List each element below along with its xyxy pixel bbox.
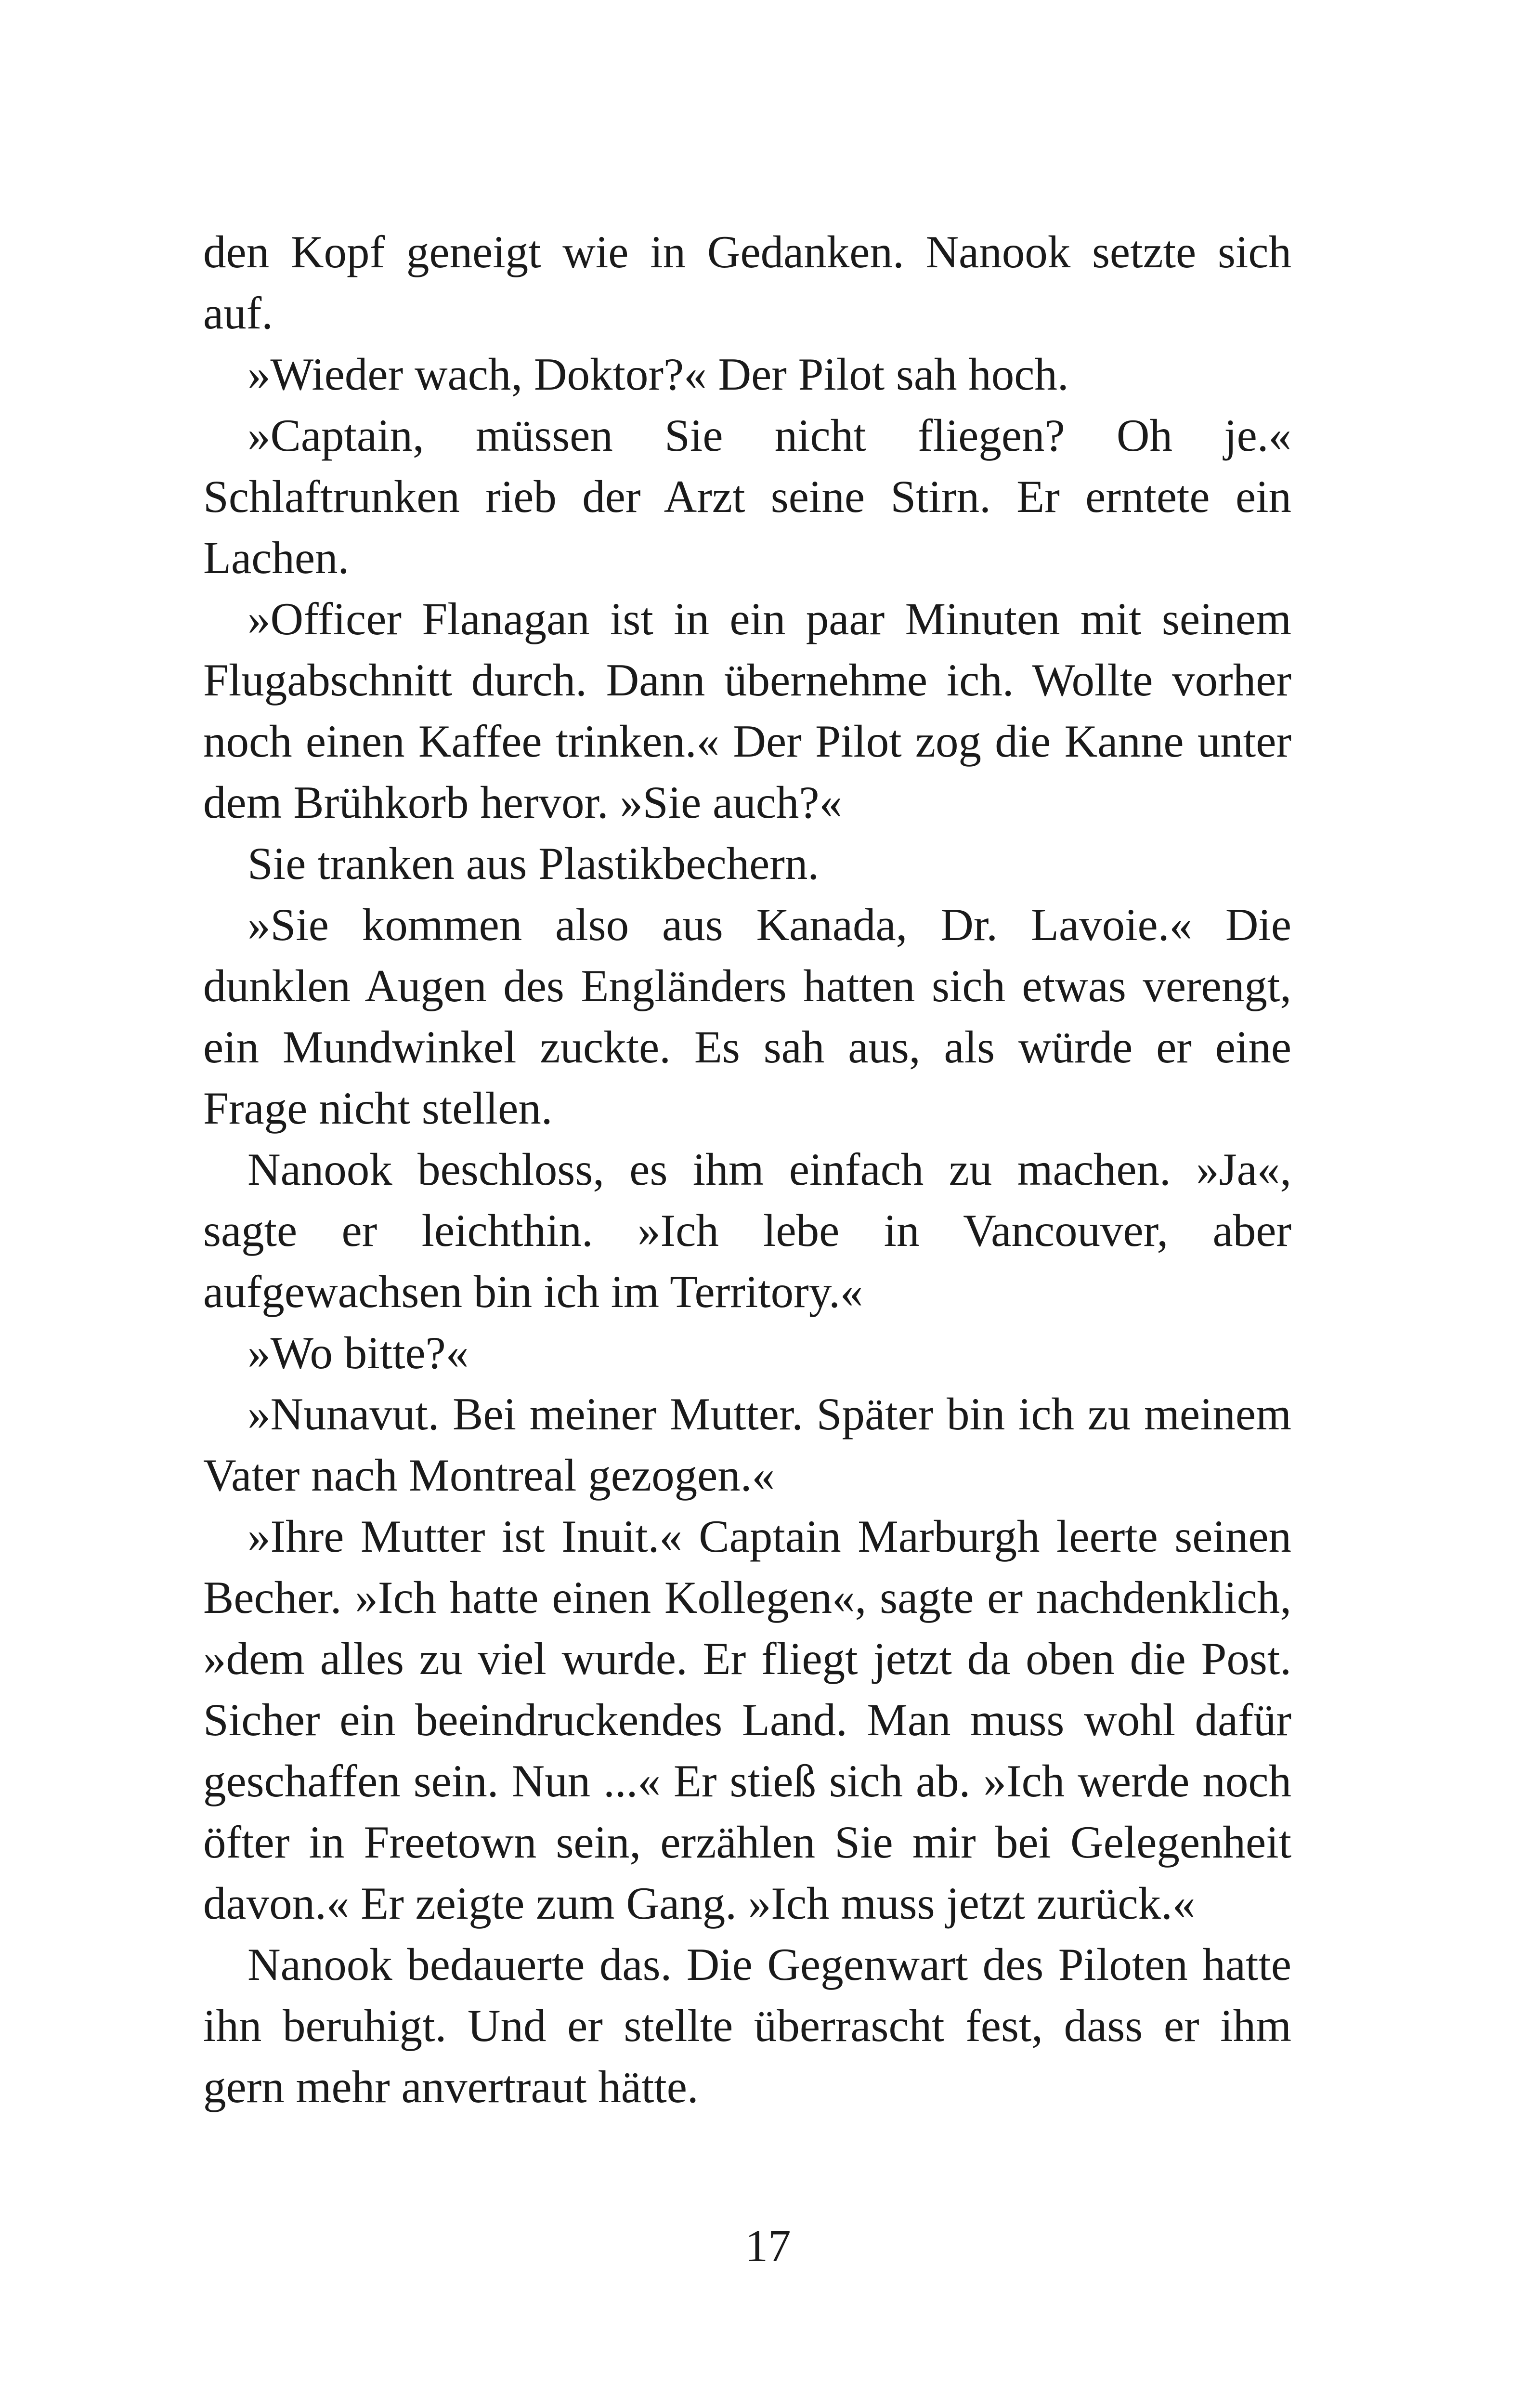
paragraph: Nanook beschloss, es ihm einfach zu machen. »Ja«, sagte er leichthin. »Ich lebe in Vancouver, aber aufgewachsen bin ich im Territory.« (203, 1144, 1291, 1317)
paragraph: »Nunavut. Bei meiner Mutter. Später bin ich zu meinem Vater nach Montreal gezogen.« (203, 1388, 1291, 1501)
paragraph: »Captain, müssen Sie nicht fliegen? Oh je.« Schlaftrunken rieb der Arzt seine Stirn. Er erntete ein Lachen. (203, 410, 1291, 583)
page-number: 17 (745, 2220, 791, 2271)
paragraph: Sie tranken aus Plastikbechern. (247, 838, 820, 889)
paragraph: Nanook bedauerte das. Die Gegenwart des Piloten hatte ihn beruhigt. Und er stellte überrascht fest, dass er ihm gern mehr anvertraut hätte. (203, 1939, 1291, 2112)
paragraph: »Ihre Mutter ist Inuit.« Captain Marburgh leerte seinen Becher. »Ich hatte einen Kollegen«, sagte er nachdenklich, »dem alles zu viel wurde. Er fliegt jetzt da oben die Post. Sicher ein beeindruckendes Land. Man muss wohl dafür geschaffen sein. Nun ...« Er stieß sich ab. »Ich werde noch öfter in Freetown sein, erzählen Sie mir bei Gelegenheit davon.« Er zeigte zum Gang. »Ich muss jetzt zurück.« (203, 1511, 1291, 1929)
paragraph: »Officer Flanagan ist in ein paar Minuten mit seinem Flugabschnitt durch. Dann übernehme ich. Wollte vorher noch einen Kaffee trinken.« Der Pilot zog die Kanne unter dem Brühkorb hervor. »Sie auch?« (203, 593, 1291, 828)
paragraph: »Sie kommen also aus Kanada, Dr. Lavoie.« Die dunklen Augen des Engländers hatten sich etwas verengt, ein Mundwinkel zuckte. Es sah aus, als würde er eine Frage nicht stellen. (203, 899, 1291, 1134)
body-text (203, 222, 1291, 2118)
paragraph: »Wieder wach, Doktor?« Der Pilot sah hoch. (247, 349, 1069, 400)
paragraph-continuation: den Kopf geneigt wie in Gedanken. Nanook setzte sich auf. (203, 226, 1291, 339)
paragraph: »Wo bitte?« (247, 1327, 469, 1378)
